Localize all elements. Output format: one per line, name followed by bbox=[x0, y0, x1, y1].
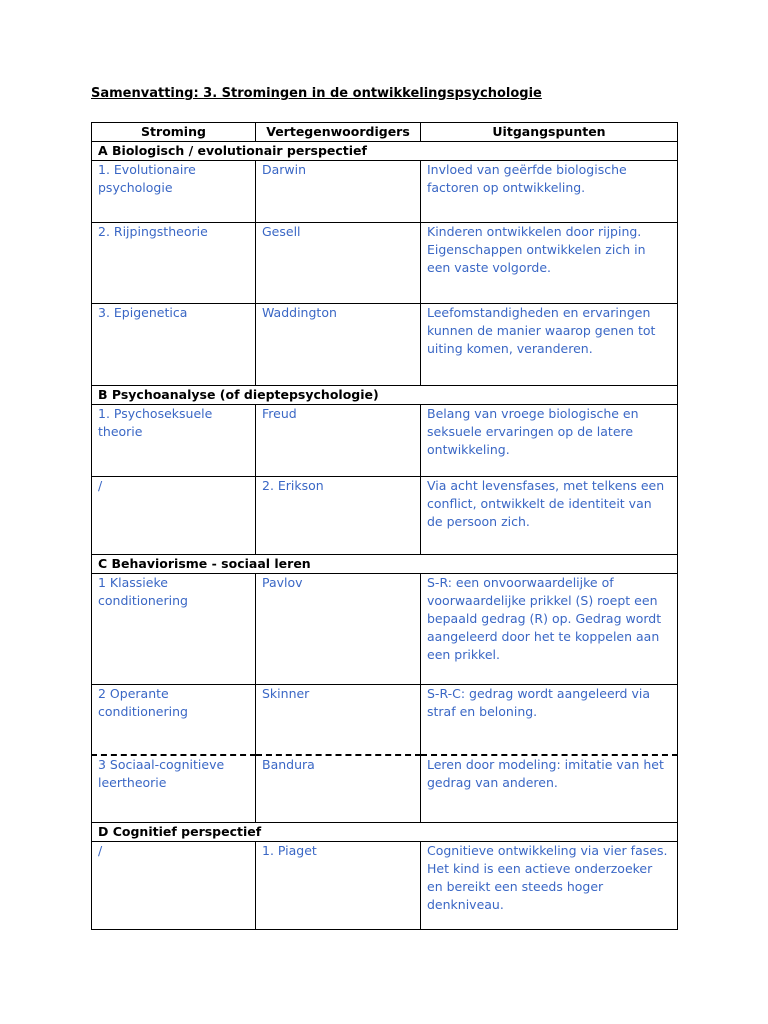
stroming-cell: / bbox=[92, 477, 256, 555]
stroming-cell: 1. Evolutionaire psychologie bbox=[92, 161, 256, 223]
table-row bbox=[92, 574, 678, 685]
uitgangspunten-cell: Via acht levensfases, met telkens een conflict, ontwikkelt de identiteit van de persoon zich. bbox=[421, 477, 678, 555]
vertegenwoordigers-cell: Gesell bbox=[256, 223, 421, 304]
table-row bbox=[92, 304, 678, 386]
section-row-b bbox=[92, 386, 678, 405]
section-row-c bbox=[92, 555, 678, 574]
uitgangspunten-cell: Kinderen ontwikkelen door rijping. Eigenschappen ontwikkelen zich in een vaste volgorde. bbox=[421, 223, 678, 304]
uitgangspunten-cell: Leren door modeling: imitatie van het gedrag van anderen. bbox=[421, 755, 678, 823]
vertegenwoordigers-cell: Waddington bbox=[256, 304, 421, 386]
vertegenwoordigers-cell: 1. Piaget bbox=[256, 842, 421, 930]
stroming-cell: 1 Klassieke conditionering bbox=[92, 574, 256, 685]
table-row bbox=[92, 161, 678, 223]
table-row bbox=[92, 685, 678, 755]
table-row bbox=[92, 477, 678, 555]
header-vertegenwoordigers: Vertegenwoordigers bbox=[256, 123, 421, 142]
vertegenwoordigers-cell: Freud bbox=[256, 405, 421, 477]
vertegenwoordigers-cell: Pavlov bbox=[256, 574, 421, 685]
section-row-d bbox=[92, 823, 678, 842]
table-row bbox=[92, 405, 678, 477]
stroming-cell: / bbox=[92, 842, 256, 930]
document-title: Samenvatting: 3. Stromingen in de ontwikkelingspsychologie bbox=[91, 86, 542, 101]
vertegenwoordigers-cell: Bandura bbox=[256, 755, 421, 823]
section-title-a: A Biologisch / evolutionair perspectief bbox=[92, 142, 678, 161]
header-row bbox=[92, 123, 678, 142]
section-title-d: D Cognitief perspectief bbox=[92, 823, 678, 842]
uitgangspunten-cell: Invloed van geërfde biologische factoren op ontwikkeling. bbox=[421, 161, 678, 223]
vertegenwoordigers-cell: Darwin bbox=[256, 161, 421, 223]
stromingen-table bbox=[91, 122, 678, 930]
stroming-cell: 3. Epigenetica bbox=[92, 304, 256, 386]
section-title-b: B Psychoanalyse (of dieptepsychologie) bbox=[92, 386, 678, 405]
uitgangspunten-cell: Belang van vroege biologische en seksuele ervaringen op de latere ontwikkeling. bbox=[421, 405, 678, 477]
header-uitgangspunten: Uitgangspunten bbox=[421, 123, 678, 142]
table-row bbox=[92, 223, 678, 304]
uitgangspunten-cell: Cognitieve ontwikkeling via vier fases. Het kind is een actieve onderzoeker en bereikt een steeds hoger denkniveau. bbox=[421, 842, 678, 930]
uitgangspunten-cell: S-R-C: gedrag wordt aangeleerd via straf en beloning. bbox=[421, 685, 678, 755]
header-stroming: Stroming bbox=[92, 123, 256, 142]
table-row bbox=[92, 842, 678, 930]
section-title-c: C Behaviorisme - sociaal leren bbox=[92, 555, 678, 574]
stroming-cell: 2. Rijpingstheorie bbox=[92, 223, 256, 304]
uitgangspunten-cell: S-R: een onvoorwaardelijke of voorwaardelijke prikkel (S) roept een bepaald gedrag (R) op. Gedrag wordt aangeleerd door het te koppelen aan een prikkel. bbox=[421, 574, 678, 685]
stroming-cell: 1. Psychoseksuele theorie bbox=[92, 405, 256, 477]
section-row-a bbox=[92, 142, 678, 161]
stroming-cell: 2 Operante conditionering bbox=[92, 685, 256, 755]
uitgangspunten-cell: Leefomstandigheden en ervaringen kunnen de manier waarop genen tot uiting komen, veranderen. bbox=[421, 304, 678, 386]
vertegenwoordigers-cell: Skinner bbox=[256, 685, 421, 755]
vertegenwoordigers-cell: 2. Erikson bbox=[256, 477, 421, 555]
stroming-cell: 3 Sociaal-cognitieve leertheorie bbox=[92, 755, 256, 823]
table-row bbox=[92, 755, 678, 823]
